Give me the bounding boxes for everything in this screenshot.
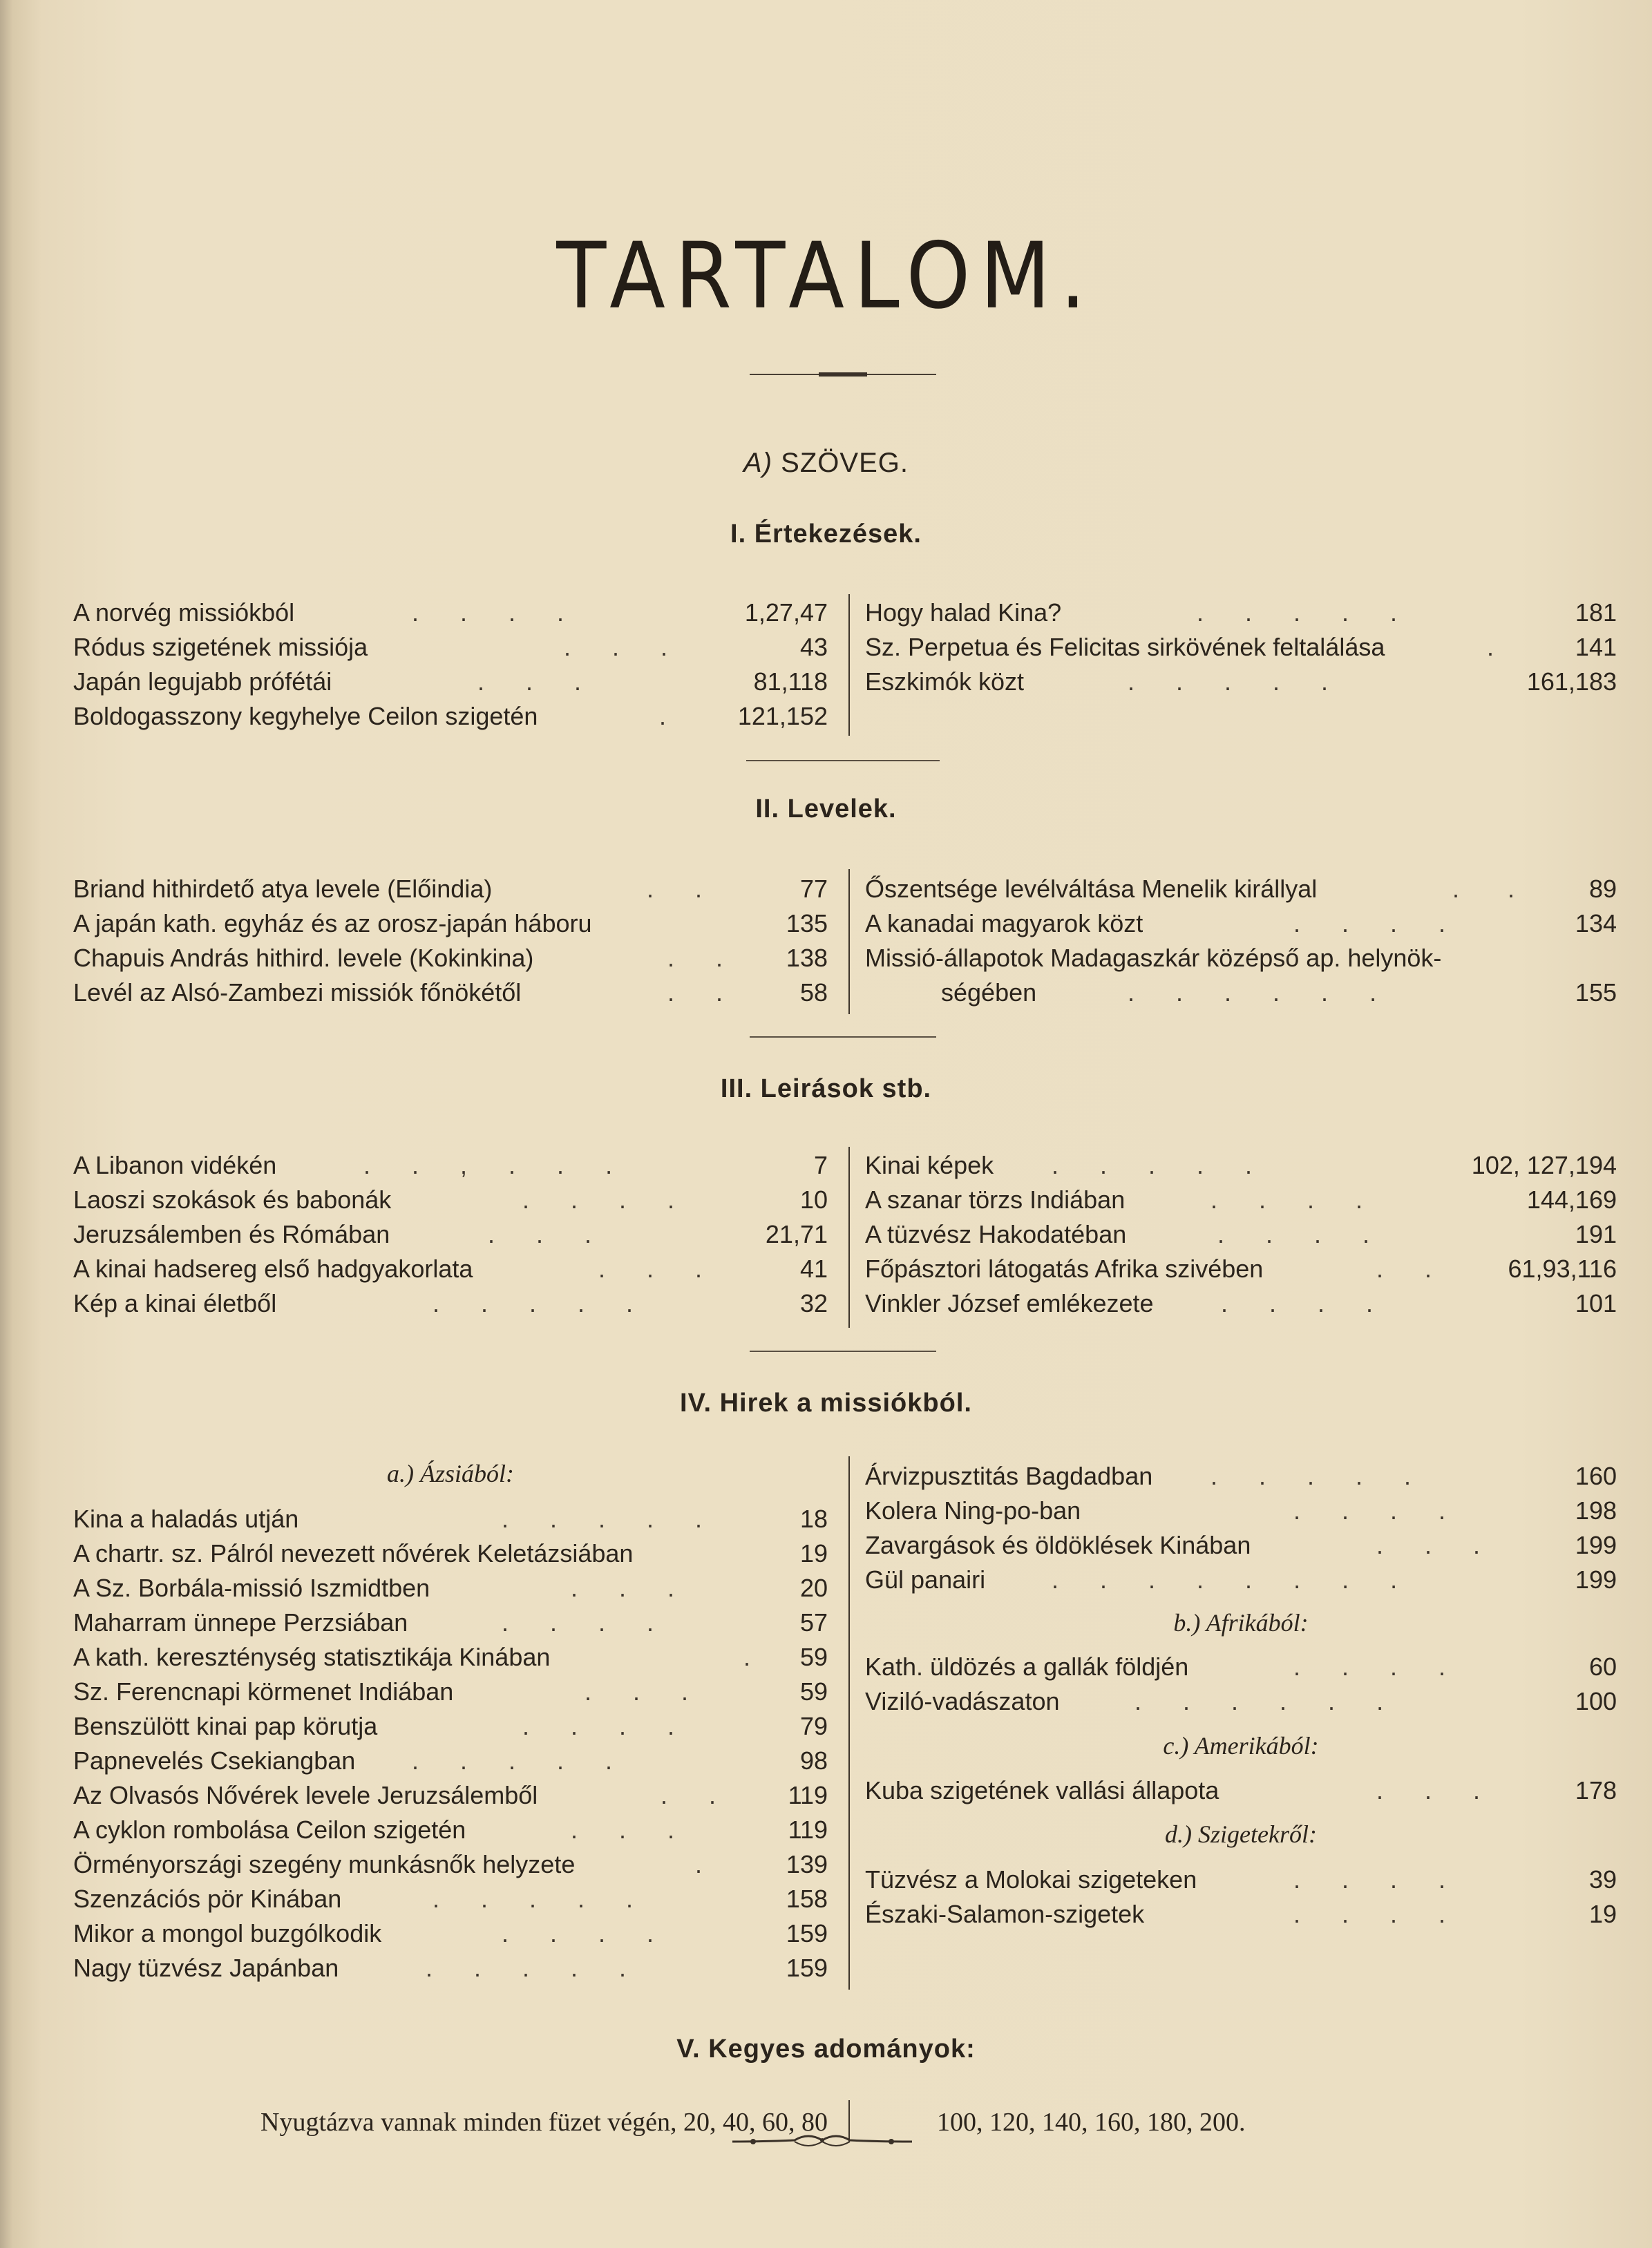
entry-pages: 135 bbox=[786, 909, 828, 937]
entry-pages: 59 bbox=[799, 1643, 828, 1671]
entry-pages: 58 bbox=[799, 978, 828, 1007]
leader-dots: . . . . . bbox=[1052, 1151, 1253, 1179]
leader-dots: . . . bbox=[564, 633, 668, 661]
entry-title: Jeruzsálemben és Rómában bbox=[73, 1220, 390, 1248]
entry-title: Mikor a mongol buzgólkodik bbox=[73, 1919, 382, 1947]
leader-dots: . . . bbox=[488, 1220, 592, 1248]
entry-title: Hogy halad Kina? bbox=[865, 598, 1062, 627]
leader-dots: . . . . . . . . bbox=[1052, 1565, 1398, 1594]
entry-pages: 89 bbox=[1588, 875, 1617, 903]
toc-entry bbox=[73, 699, 828, 734]
entry-title: A japán kath. egyház és az orosz-japán háboru bbox=[73, 909, 592, 937]
entry-pages: 144,169 bbox=[1526, 1185, 1617, 1214]
leader-dots: . . . . . . bbox=[1128, 978, 1377, 1007]
toc-entry bbox=[73, 1183, 828, 1217]
section-heading-levelek: II. Levelek. bbox=[755, 794, 897, 823]
entry-title: Kép a kinai életből bbox=[73, 1289, 277, 1317]
entry-title: Sz. Perpetua és Felicitas sirkövének feltalálása bbox=[865, 633, 1385, 661]
closing-ornament bbox=[725, 2126, 919, 2154]
toc-entry bbox=[865, 1286, 1617, 1321]
entry-pages: 141 bbox=[1575, 633, 1617, 661]
toc-entry bbox=[73, 1882, 828, 1916]
toc-entry bbox=[73, 1148, 828, 1183]
entry-title: A chartr. sz. Pálról nevezett nővérek Keletázsiában bbox=[73, 1539, 634, 1568]
subsection-heading-america: c.) Amerikából: bbox=[1163, 1732, 1319, 1760]
section-3-column-divider bbox=[848, 1147, 850, 1328]
toc-entry bbox=[73, 1606, 828, 1640]
entry-title: Gül panairi bbox=[865, 1565, 986, 1594]
entry-title: Örményországi szegény munkásnők helyzete bbox=[73, 1850, 576, 1878]
entry-pages: 101 bbox=[1575, 1289, 1617, 1317]
toc-entry bbox=[865, 1252, 1617, 1286]
entry-title: Missió-állapotok Madagaszkár középső ap. helynök- bbox=[865, 944, 1442, 972]
entry-title: A kath. kereszténység statisztikája Kinában bbox=[73, 1643, 551, 1671]
leader-dots: . . . . bbox=[412, 598, 564, 627]
toc-entry bbox=[865, 1148, 1617, 1183]
entry-pages: 18 bbox=[799, 1505, 828, 1533]
entry-pages: 77 bbox=[799, 875, 828, 903]
toc-entry bbox=[73, 1571, 828, 1606]
entry-pages: 138 bbox=[786, 944, 828, 972]
subsection-heading-asia: a.) Ázsiából: bbox=[387, 1460, 514, 1487]
entry-title: Vinkler József emlékezete bbox=[865, 1289, 1154, 1317]
entry-title: Az Olvasós Nővérek levele Jeruzsálemből bbox=[73, 1781, 538, 1809]
toc-entry bbox=[73, 941, 828, 975]
toc-entry bbox=[865, 941, 1617, 975]
leader-dots: . . . . bbox=[522, 1185, 675, 1214]
toc-entry bbox=[865, 1563, 1617, 1597]
entry-pages: 121,152 bbox=[737, 702, 828, 730]
toc-entry bbox=[865, 1528, 1617, 1563]
entry-pages: 7 bbox=[813, 1151, 828, 1179]
leader-dots: . . . . . bbox=[502, 1505, 703, 1533]
toc-entry bbox=[865, 665, 1617, 699]
toc-entry bbox=[73, 872, 828, 906]
entry-title: Ródus szigetének missiója bbox=[73, 633, 368, 661]
entry-title: Kuba szigetének vallási állapota bbox=[865, 1776, 1219, 1804]
entry-pages: 191 bbox=[1575, 1220, 1617, 1248]
entry-pages: 199 bbox=[1575, 1531, 1617, 1559]
section-1-column-divider bbox=[848, 594, 850, 736]
entry-pages: 178 bbox=[1575, 1776, 1617, 1804]
leader-dots: . bbox=[743, 1643, 751, 1671]
entry-title: A tüzvész Hakodatéban bbox=[865, 1220, 1127, 1248]
toc-entry bbox=[865, 1684, 1617, 1719]
entry-pages: 181 bbox=[1575, 598, 1617, 627]
toc-entry bbox=[73, 1813, 828, 1847]
toc-entry bbox=[865, 1650, 1617, 1684]
toc-entry bbox=[73, 1744, 828, 1778]
leader-dots: . . . bbox=[585, 1677, 689, 1706]
entry-title: A kanadai magyarok közt bbox=[865, 909, 1143, 937]
leader-dots: . . . . . bbox=[426, 1954, 627, 1982]
leader-dots: . . . . . bbox=[1128, 667, 1329, 696]
entry-title: Viziló-vadászaton bbox=[865, 1687, 1060, 1715]
entry-title: Tüzvész a Molokai szigeteken bbox=[865, 1865, 1197, 1894]
leader-dots: . . . . bbox=[502, 1919, 654, 1947]
leader-dots: . . , . . . bbox=[363, 1151, 613, 1179]
entry-title: Eszkimók közt bbox=[865, 667, 1025, 696]
entry-pages: 39 bbox=[1588, 1865, 1617, 1894]
leader-dots: . . . . bbox=[1221, 1289, 1374, 1317]
entry-title: ségében bbox=[941, 978, 1037, 1007]
donations-text-right: 100, 120, 140, 160, 180, 200. bbox=[937, 2108, 1246, 2137]
leader-dots: . . . . bbox=[1293, 909, 1446, 937]
entry-title: A Libanon vidékén bbox=[73, 1151, 277, 1179]
entry-title: Kath. üldözés a gallák földjén bbox=[865, 1652, 1189, 1681]
leader-dots: . . . . . bbox=[433, 1289, 634, 1317]
entry-title: Kinai képek bbox=[865, 1151, 994, 1179]
entry-title: Papnevelés Csekiangban bbox=[73, 1746, 356, 1775]
section-4-column-divider bbox=[848, 1456, 850, 1990]
entry-pages: 32 bbox=[799, 1289, 828, 1317]
entry-title: Benszülött kinai pap körutja bbox=[73, 1712, 378, 1740]
entry-pages: 119 bbox=[788, 1816, 828, 1844]
entry-title: Zavargások és öldöklések Kinában bbox=[865, 1531, 1251, 1559]
entry-title: A kinai hadsereg első hadgyakorlata bbox=[73, 1255, 473, 1283]
entry-pages: 158 bbox=[786, 1885, 828, 1913]
toc-entry bbox=[865, 630, 1617, 665]
part-heading bbox=[0, 448, 1652, 479]
toc-entry bbox=[73, 1778, 828, 1813]
entry-pages: 43 bbox=[799, 633, 828, 661]
entry-title: Maharram ünnepe Perzsiában bbox=[73, 1608, 408, 1637]
leader-dots: . . . bbox=[571, 1574, 675, 1602]
section-4-left-column bbox=[73, 1456, 828, 1981]
entry-pages: 19 bbox=[1588, 1900, 1617, 1928]
leader-dots: . bbox=[695, 1850, 703, 1878]
leader-dots: . . . . . bbox=[412, 1746, 613, 1775]
entry-pages: 155 bbox=[1575, 978, 1617, 1007]
entry-pages: 160 bbox=[1575, 1462, 1617, 1490]
leader-dots: . . . . bbox=[1210, 1185, 1363, 1214]
leader-dots: . . . . bbox=[1293, 1865, 1446, 1894]
section-heading-hirek: IV. Hirek a missiókból. bbox=[680, 1389, 972, 1418]
entry-title: Északi-Salamon-szigetek bbox=[865, 1900, 1145, 1928]
entry-title: Chapuis András hithird. levele (Kokinkina) bbox=[73, 944, 534, 972]
entry-pages: 61,93,116 bbox=[1508, 1255, 1617, 1283]
toc-entry bbox=[865, 1459, 1617, 1494]
entry-pages: 159 bbox=[786, 1919, 828, 1947]
section-4-right-column bbox=[865, 1459, 1617, 1984]
toc-entry bbox=[73, 1847, 828, 1882]
entry-title: Sz. Ferencnapi körmenet Indiában bbox=[73, 1677, 454, 1706]
entry-title: Levél az Alsó-Zambezi missiók főnökétől bbox=[73, 978, 522, 1007]
entry-title: Főpásztori látogatás Afrika szivében bbox=[865, 1255, 1264, 1283]
toc-entry bbox=[73, 1536, 828, 1571]
toc-entry bbox=[73, 1286, 828, 1321]
toc-entry bbox=[73, 1502, 828, 1536]
part-label: SZÖVEG. bbox=[781, 448, 909, 478]
entry-title: Boldogasszony kegyhelye Ceilon szigetén bbox=[73, 702, 538, 730]
entry-title: Briand hithirdető atya levele (Előindia) bbox=[73, 875, 493, 903]
entry-pages: 139 bbox=[786, 1850, 828, 1878]
leader-dots: . . . bbox=[571, 1816, 675, 1844]
leader-dots: . . . bbox=[598, 1255, 703, 1283]
entry-pages: 60 bbox=[1588, 1652, 1617, 1681]
leader-dots: . . bbox=[1376, 1255, 1432, 1283]
entry-pages: 10 bbox=[799, 1185, 828, 1214]
section-1-right-column bbox=[865, 596, 1617, 699]
donations-text-left: Nyugtázva vannak minden füzet végén, 20, 40, 60, 80 bbox=[260, 2108, 828, 2137]
entry-pages: 100 bbox=[1575, 1687, 1617, 1715]
entry-title: Szenzációs pör Kinában bbox=[73, 1885, 342, 1913]
section-divider bbox=[746, 760, 940, 761]
section-2-right-column bbox=[865, 872, 1617, 1010]
entry-title: Japán legujabb prófétái bbox=[73, 667, 332, 696]
entry-pages: 1,27,47 bbox=[744, 598, 828, 627]
entry-pages: 41 bbox=[799, 1255, 828, 1283]
toc-entry bbox=[73, 1217, 828, 1252]
leader-dots: . . . . . bbox=[1210, 1462, 1412, 1490]
leader-dots: . . . . bbox=[1293, 1900, 1446, 1928]
section-heading-adomanyok: V. Kegyes adományok: bbox=[676, 2035, 976, 2064]
section-2-left-column bbox=[73, 872, 828, 1010]
toc-entry bbox=[73, 596, 828, 630]
entry-pages: 134 bbox=[1575, 909, 1617, 937]
toc-entry bbox=[73, 1916, 828, 1951]
toc-entry bbox=[865, 1183, 1617, 1217]
leader-dots: . . . . bbox=[1217, 1220, 1370, 1248]
subsection-heading-islands: d.) Szigetekről: bbox=[1165, 1820, 1317, 1848]
entry-pages: 159 bbox=[786, 1954, 828, 1982]
leader-dots: . . . bbox=[1376, 1531, 1481, 1559]
entry-title: Kina a haladás utján bbox=[73, 1505, 299, 1533]
entry-title: Kolera Ning-po-ban bbox=[865, 1496, 1081, 1525]
leader-dots: . bbox=[1487, 633, 1494, 661]
entry-pages: 59 bbox=[799, 1677, 828, 1706]
toc-entry bbox=[865, 975, 1617, 1010]
leader-dots: . . . . . . bbox=[1134, 1687, 1384, 1715]
toc-entry bbox=[865, 1494, 1617, 1528]
leader-dots: . . . . bbox=[1293, 1652, 1446, 1681]
part-letter: A) bbox=[743, 448, 773, 478]
toc-entry bbox=[865, 1897, 1617, 1932]
section-3-right-column bbox=[865, 1148, 1617, 1321]
leader-dots: . . bbox=[667, 944, 723, 972]
toc-entry bbox=[865, 906, 1617, 941]
toc-entry bbox=[865, 1773, 1617, 1808]
entry-pages: 198 bbox=[1575, 1496, 1617, 1525]
toc-entry bbox=[73, 1709, 828, 1744]
section-3-left-column bbox=[73, 1148, 828, 1321]
entry-title: Árvizpusztitás Bagdadban bbox=[865, 1462, 1153, 1490]
entry-pages: 161,183 bbox=[1526, 667, 1617, 696]
section-divider bbox=[750, 1036, 936, 1038]
subsection-heading-africa: b.) Afrikából: bbox=[1173, 1609, 1309, 1637]
page-title: TARTALOM. bbox=[556, 222, 1096, 330]
toc-entry bbox=[73, 665, 828, 699]
entry-title: Nagy tüzvész Japánban bbox=[73, 1954, 339, 1982]
toc-entry bbox=[865, 1217, 1617, 1252]
title-divider-ornament bbox=[750, 370, 936, 379]
leader-dots: . . . bbox=[477, 667, 582, 696]
leader-dots: . . bbox=[1452, 875, 1515, 903]
toc-entry bbox=[73, 630, 828, 665]
leader-dots: . . . . . bbox=[1197, 598, 1398, 627]
toc-entry bbox=[73, 975, 828, 1010]
leader-dots: . . bbox=[667, 978, 723, 1007]
section-heading-leirasok: III. Leirások stb. bbox=[720, 1074, 932, 1103]
entry-pages: 102, 127,194 bbox=[1471, 1151, 1617, 1179]
leader-dots: . . . bbox=[1376, 1776, 1481, 1804]
section-heading-ertekezesek: I. Értekezések. bbox=[730, 520, 922, 549]
entry-pages: 57 bbox=[799, 1608, 828, 1637]
section-1-left-column bbox=[73, 596, 828, 734]
entry-pages: 19 bbox=[799, 1539, 828, 1568]
leader-dots: . bbox=[659, 702, 667, 730]
entry-pages: 98 bbox=[799, 1746, 828, 1775]
toc-entry bbox=[865, 596, 1617, 630]
entry-title: Laoszi szokások és babonák bbox=[73, 1185, 392, 1214]
toc-entry bbox=[73, 1252, 828, 1286]
toc-entry bbox=[865, 872, 1617, 906]
section-divider bbox=[750, 1351, 936, 1352]
toc-entry bbox=[865, 1863, 1617, 1897]
entry-pages: 79 bbox=[799, 1712, 828, 1740]
entry-title: A Sz. Borbála-missió Iszmidtben bbox=[73, 1574, 430, 1602]
leader-dots: . . . . . bbox=[433, 1885, 634, 1913]
entry-pages: 119 bbox=[788, 1781, 828, 1809]
entry-title: A szanar törzs Indiában bbox=[865, 1185, 1126, 1214]
entry-pages: 20 bbox=[799, 1574, 828, 1602]
toc-entry bbox=[73, 906, 828, 941]
leader-dots: . . . . bbox=[502, 1608, 654, 1637]
entry-pages: 199 bbox=[1575, 1565, 1617, 1594]
entry-title: A norvég missiókból bbox=[73, 598, 295, 627]
section-2-column-divider bbox=[848, 869, 850, 1014]
toc-entry bbox=[73, 1951, 828, 1985]
toc-entry bbox=[73, 1675, 828, 1709]
leader-dots: . . . . bbox=[522, 1712, 675, 1740]
entry-pages: 21,71 bbox=[765, 1220, 828, 1248]
toc-entry bbox=[73, 1640, 828, 1675]
leader-dots: . . bbox=[647, 875, 703, 903]
entry-pages: 81,118 bbox=[753, 667, 828, 696]
leader-dots: . . . . bbox=[1293, 1496, 1446, 1525]
entry-title: A cyklon rombolása Ceilon szigetén bbox=[73, 1816, 466, 1844]
leader-dots: . . bbox=[661, 1781, 716, 1809]
entry-title: Őszentsége levélváltása Menelik királlyal bbox=[865, 875, 1318, 903]
